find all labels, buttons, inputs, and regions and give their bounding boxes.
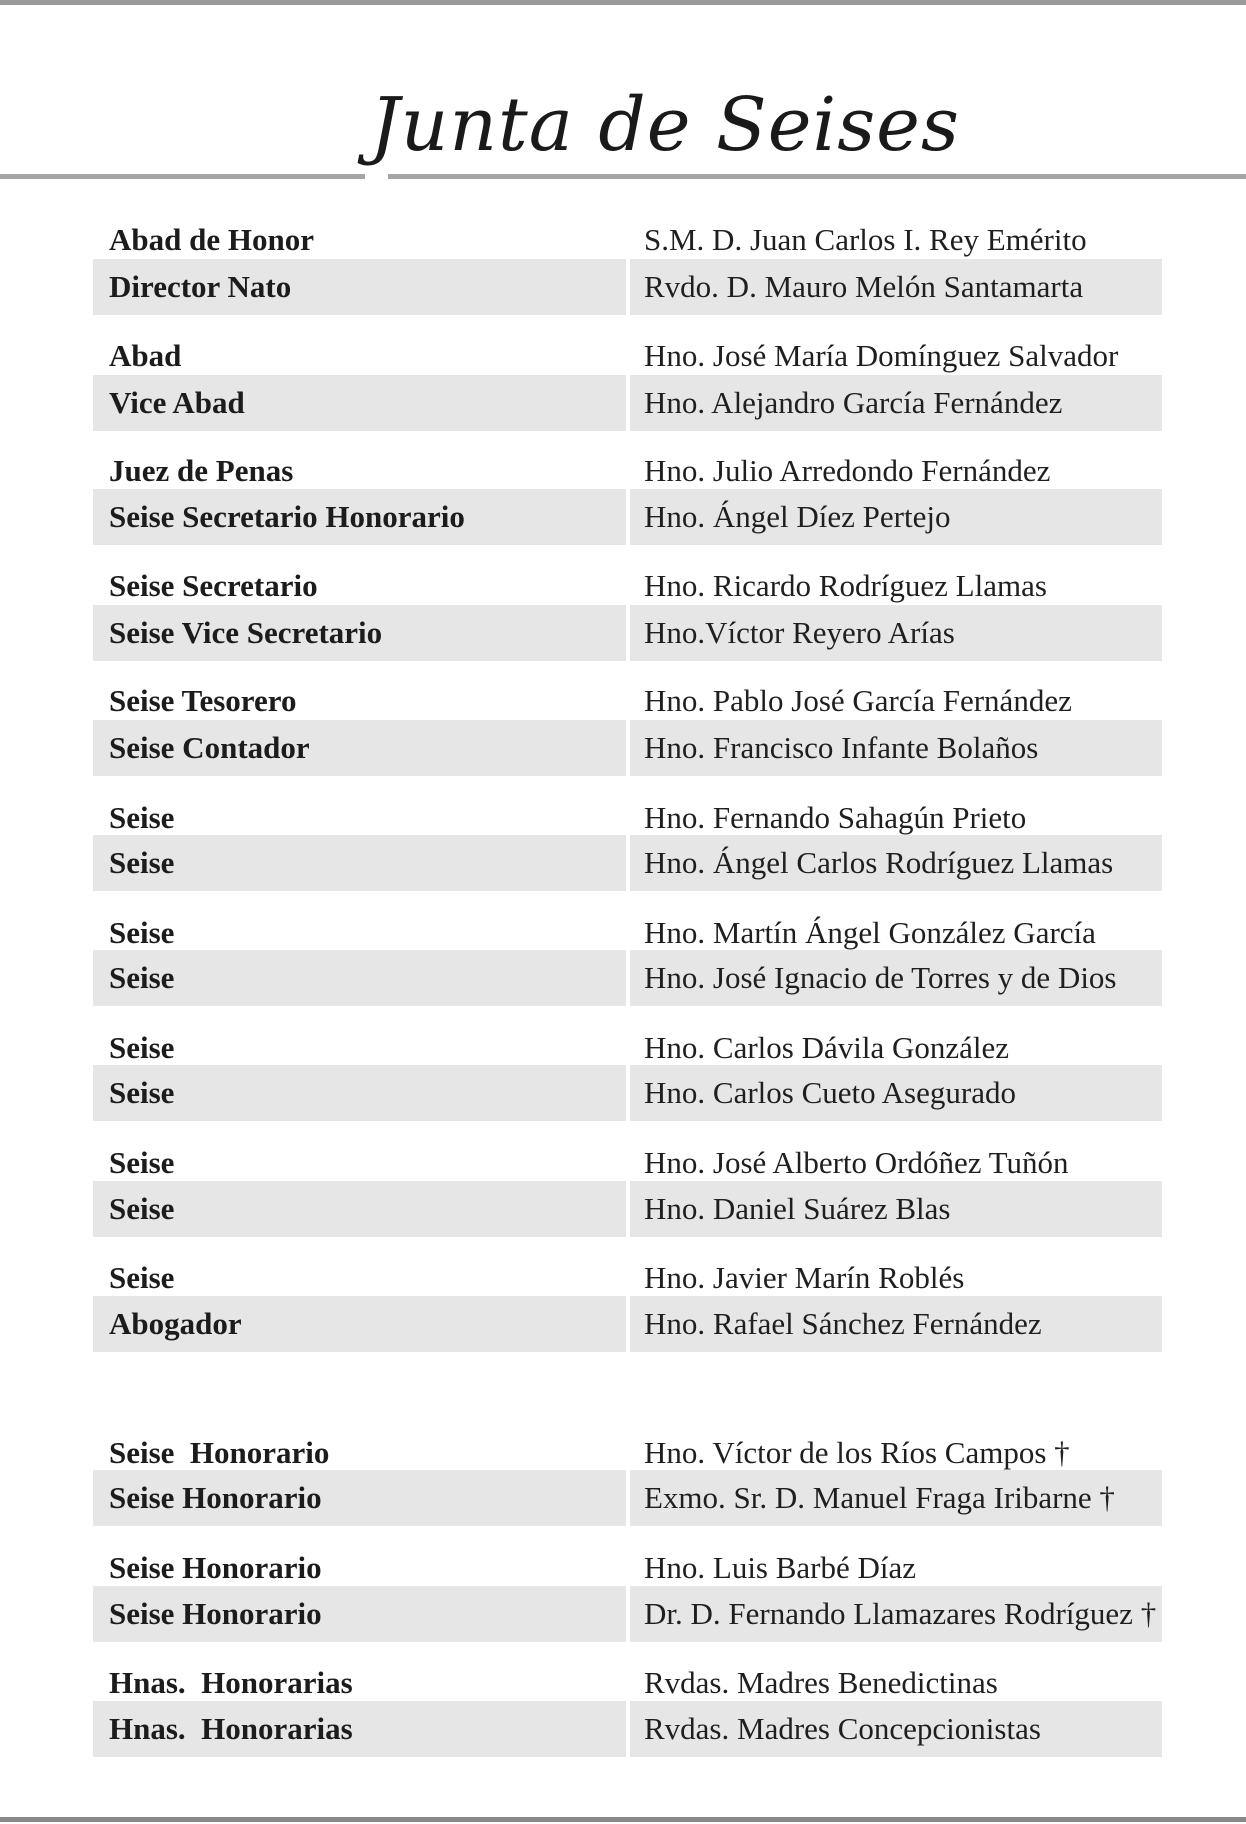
role-cell: Director Nato — [93, 259, 626, 315]
role-cell: Seise — [109, 1260, 175, 1295]
table-row — [93, 605, 1162, 661]
name-cell: Hno. Ángel Díez Pertejo — [630, 489, 1162, 545]
name-cell: Hno. Daniel Suárez Blas — [630, 1181, 1162, 1237]
role-cell: Seise — [109, 915, 175, 950]
name-cell: Hno.Víctor Reyero Arías — [630, 605, 1162, 661]
table-row — [93, 1470, 1162, 1526]
role-cell: Abad — [109, 338, 182, 373]
role-cell: Hnas. Honorarias — [93, 1701, 626, 1757]
table-row — [93, 1586, 1162, 1642]
role-cell: Seise Honorario — [109, 1550, 322, 1585]
table-row — [93, 375, 1162, 431]
name-cell: Hno. José María Domínguez Salvador — [644, 338, 1119, 373]
role-cell: Abad de Honor — [109, 222, 314, 257]
role-cell: Seise Honorario — [93, 1470, 626, 1526]
name-cell: Hno. Rafael Sánchez Fernández — [630, 1296, 1162, 1352]
name-cell: Exmo. Sr. D. Manuel Fraga Iribarne † — [630, 1470, 1162, 1526]
role-cell: Juez de Penas — [109, 453, 294, 488]
role-cell: Seise — [109, 800, 175, 835]
name-cell: Rvdo. D. Mauro Melón Santamarta — [630, 259, 1162, 315]
table-row — [93, 1701, 1162, 1757]
role-cell: Seise — [93, 1181, 626, 1237]
name-cell: Hno. Pablo José García Fernández — [644, 683, 1072, 718]
role-cell: Seise Secretario — [109, 568, 318, 603]
role-cell: Hnas. Honorarias — [109, 1665, 353, 1700]
role-cell: Seise — [93, 835, 626, 891]
table-row — [93, 489, 1162, 545]
name-cell: Hno. Luis Barbé Díaz — [644, 1550, 917, 1585]
bottom-border-rule — [0, 1817, 1246, 1822]
name-cell: Hno. Víctor de los Ríos Campos † — [644, 1435, 1070, 1470]
name-cell: Hno. Julio Arredondo Fernández — [644, 453, 1051, 488]
role-cell: Seise Honorario — [109, 1435, 330, 1470]
role-cell: Seise Contador — [93, 720, 626, 776]
name-cell: Hno. José Ignacio de Torres y de Dios — [630, 950, 1162, 1006]
name-cell: Hno. Carlos Cueto Asegurado — [630, 1065, 1162, 1121]
table-row — [93, 720, 1162, 776]
role-cell: Seise — [109, 1145, 175, 1180]
role-cell: Seise — [109, 1030, 175, 1065]
role-cell: Seise Honorario — [93, 1586, 626, 1642]
table-row — [93, 835, 1162, 891]
name-cell: Hno. Ricardo Rodríguez Llamas — [644, 568, 1047, 603]
role-cell: Vice Abad — [93, 375, 626, 431]
role-cell: Seise — [93, 1065, 626, 1121]
name-cell: Hno. Francisco Infante Bolaños — [630, 720, 1162, 776]
role-cell: Seise Vice Secretario — [93, 605, 626, 661]
name-cell: S.M. D. Juan Carlos I. Rey Emérito — [644, 222, 1087, 257]
table-row — [93, 1296, 1162, 1352]
table-row — [93, 1065, 1162, 1121]
role-cell: Abogador — [93, 1296, 626, 1352]
name-cell: Dr. D. Fernando Llamazares Rodríguez † — [630, 1586, 1162, 1642]
page-title: Junta de Seises — [370, 82, 960, 168]
role-cell: Seise — [93, 950, 626, 1006]
role-cell: Seise Secretario Honorario — [93, 489, 626, 545]
name-cell: Hno. Alejandro García Fernández — [630, 375, 1162, 431]
role-cell: Seise Tesorero — [109, 683, 297, 718]
name-cell: Rvdas. Madres Concepcionistas — [630, 1701, 1162, 1757]
table-row — [93, 950, 1162, 1006]
table-row — [93, 259, 1162, 315]
name-cell: Rvdas. Madres Benedictinas — [644, 1665, 998, 1700]
name-cell: Hno. Carlos Dávila González — [644, 1030, 1009, 1065]
table-row — [93, 1181, 1162, 1237]
name-cell: Hno. Fernando Sahagún Prieto — [644, 800, 1027, 835]
name-cell: Hno. Ángel Carlos Rodríguez Llamas — [630, 835, 1162, 891]
name-cell: Hno. Martín Ángel González García — [644, 915, 1096, 950]
name-cell: Hno. José Alberto Ordóñez Tuñón — [644, 1145, 1069, 1180]
name-cell: Hno. Javier Marín Roblés — [644, 1260, 965, 1295]
